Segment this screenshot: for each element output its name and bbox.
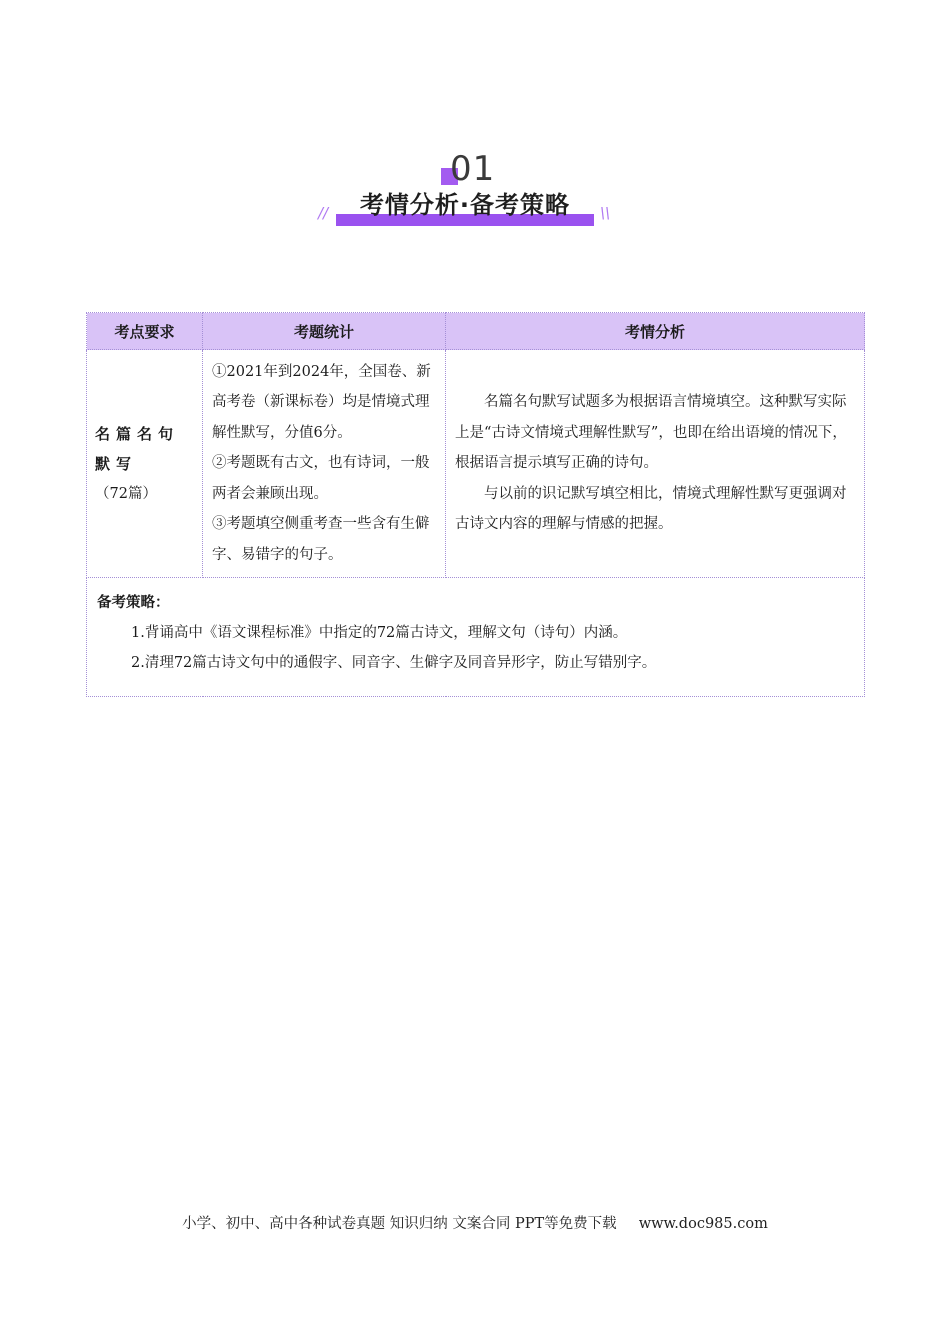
table-header-row bbox=[87, 313, 865, 350]
analysis-paragraph: 与以前的识记默写填空相比，情境式理解性默写更强调对古诗文内容的理解与情感的把握。 bbox=[455, 485, 847, 533]
decor-slash-right: \\ bbox=[600, 204, 611, 222]
statistics-cell bbox=[203, 350, 446, 578]
stat-item: ③考题填空侧重考查一些含有生僻字、易错字的句子。 bbox=[212, 516, 430, 563]
decor-slash-left: // bbox=[318, 204, 329, 222]
strategy-item: 2.清理72篇古诗文句中的通假字、同音字、生僻字及同音异形字，防止写错别字。 bbox=[131, 655, 657, 671]
stat-item: ②考题既有古文，也有诗词，一般两者会兼顾出现。 bbox=[212, 455, 430, 502]
section-number: 01 bbox=[450, 149, 496, 189]
requirement-cell bbox=[87, 350, 203, 578]
analysis-cell bbox=[446, 350, 865, 578]
section-title: 考情分析·备考策略 bbox=[359, 191, 571, 219]
analysis-paragraph: 名篇名句默写试题多为根据语言情境填空。这种默写实际上是“古诗文情境式理解性默写”，也即在给出语境的情况下，根据语言提示填写正确的诗句。 bbox=[455, 394, 847, 472]
page-footer bbox=[0, 1212, 950, 1233]
header-analysis: 考情分析 bbox=[446, 313, 865, 350]
strategy-item: 1.背诵高中《语文课程标准》中指定的72篇古诗文，理解文句（诗句）内涵。 bbox=[131, 625, 628, 641]
stat-item: ①2021年到2024年，全国卷、新高考卷（新课标卷）均是情境式理解性默写，分值6分。 bbox=[212, 363, 431, 441]
table-row bbox=[87, 350, 865, 578]
topic-name: 名篇名句默写 bbox=[95, 424, 180, 473]
strategy-title: 备考策略： bbox=[97, 595, 170, 611]
topic-count: （72篇） bbox=[95, 485, 157, 502]
header-requirement: 考点要求 bbox=[87, 313, 203, 350]
footer-text: 小学、初中、高中各种试卷真题 知识归纳 文案合同 PPT等免费下载 bbox=[182, 1216, 617, 1232]
footer-site-link[interactable]: www.doc985.com bbox=[638, 1216, 768, 1232]
header-statistics: 考题统计 bbox=[203, 313, 446, 350]
exam-analysis-table bbox=[86, 312, 865, 697]
strategy-row bbox=[87, 578, 865, 697]
strategy-cell bbox=[87, 578, 865, 697]
